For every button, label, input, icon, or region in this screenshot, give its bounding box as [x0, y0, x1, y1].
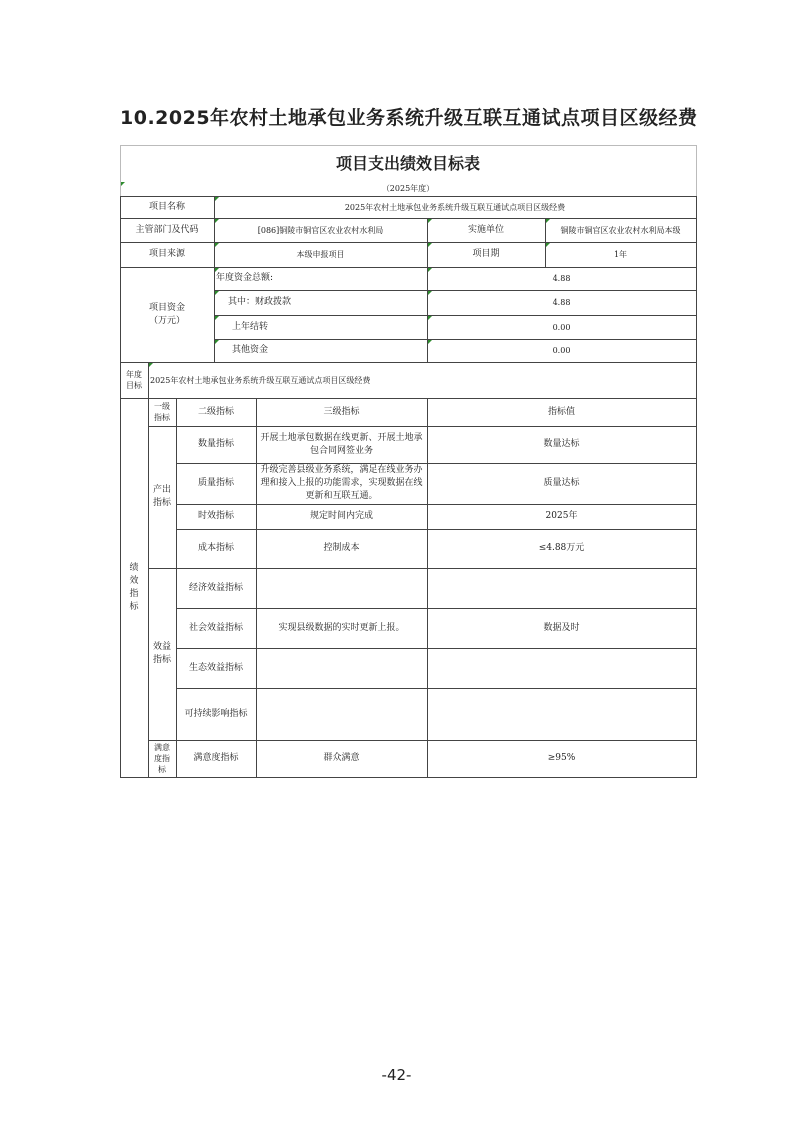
table-year: （2025年度） [381, 184, 435, 193]
value-source: 本级申报项目 [296, 250, 345, 259]
header-lvl1: 一级 指标 [154, 402, 170, 422]
header-lvl3: 三级指标 [323, 406, 360, 417]
benefit-value: 数据及时 [543, 622, 580, 633]
fund-label-fiscal: 其中：财政拨款 [228, 297, 292, 307]
output-lvl3: 开展土地承包数据在线更新、开展土地承包合同网签业务 [260, 432, 423, 456]
benefit-lvl1: 效益 指标 [152, 642, 171, 665]
header-lvl2: 二级指标 [197, 406, 234, 417]
benefit-lvl3 [256, 568, 427, 608]
table-title: 项目支出绩效目标表 [335, 153, 480, 173]
output-value: 数量达标 [543, 439, 580, 449]
label-period: 项目期 [472, 249, 500, 259]
fund-value-carryover: 0.00 [552, 322, 571, 332]
output-value: 2025年 [545, 511, 578, 521]
benefit-lvl3 [256, 688, 427, 740]
output-lvl3: 规定时间内完成 [309, 511, 373, 521]
label-source: 项目来源 [148, 249, 185, 259]
label-project-name: 项目名称 [148, 201, 185, 212]
label-funds: 项目资金 （万元） [148, 302, 185, 326]
fund-value-fiscal: 4.88 [552, 298, 571, 307]
value-annual-goal: 2025年农村土地承包业务系统升级互联互通试点项目区级经费 [150, 375, 371, 385]
value-period: 1年 [613, 250, 628, 259]
header-value: 指标值 [547, 406, 575, 417]
fund-value-total: 4.88 [552, 274, 571, 283]
benefit-lvl3: 实现县级数据的实时更新上报。 [278, 622, 405, 633]
output-lvl2: 数量指标 [197, 439, 234, 449]
output-lvl2: 时效指标 [197, 511, 234, 521]
benefit-value [427, 648, 696, 688]
benefit-lvl2: 可持续影响指标 [184, 708, 248, 719]
output-lvl2: 成本指标 [197, 543, 234, 553]
label-performance: 绩 效 指 标 [129, 562, 139, 612]
fund-label-carryover: 上年结转 [232, 321, 269, 332]
value-project-name: 2025年农村土地承包业务系统升级互联互通试点项目区级经费 [344, 202, 566, 212]
output-value: ≤4.88万元 [538, 543, 585, 553]
benefit-value [427, 688, 696, 740]
benefit-lvl2: 社会效益指标 [188, 622, 243, 633]
output-lvl2: 质量指标 [197, 478, 234, 488]
benefit-lvl2: 生态效益指标 [188, 662, 243, 673]
document-heading: 10.2025年农村土地承包业务系统升级互联互通试点项目区级经费 [120, 107, 698, 129]
label-annual-goal: 年度 目标 [126, 370, 142, 390]
label-department: 主管部门及代码 [135, 224, 199, 235]
output-lvl3: 升级完善县级业务系统，满足在线业务办理和接入上报的功能需求，实现数据在线更新和互联互通。 [260, 465, 423, 501]
satisfaction-lvl3: 群众满意 [323, 753, 360, 763]
page-number: -42- [381, 1066, 412, 1084]
output-lvl1: 产出 指标 [152, 485, 171, 508]
fund-value-other: 0.00 [552, 346, 571, 355]
label-impl-unit: 实施单位 [467, 224, 504, 235]
benefit-lvl3 [256, 648, 427, 688]
fund-label-other: 其他资金 [232, 345, 269, 355]
value-department: [086]铜陵市铜官区农业农村水利局 [257, 225, 384, 235]
output-value: 质量达标 [543, 478, 580, 488]
satisfaction-lvl1: 满意 度指 标 [154, 743, 170, 774]
fund-label-total: 年度资金总额: [216, 273, 274, 283]
benefit-lvl2: 经济效益指标 [188, 582, 243, 593]
value-impl-unit: 铜陵市铜官区农业农村水利局本级 [560, 225, 681, 235]
output-lvl3: 控制成本 [323, 543, 360, 553]
satisfaction-value: ≥95% [547, 753, 576, 763]
benefit-value [427, 568, 696, 608]
satisfaction-lvl2: 满意度指标 [193, 753, 239, 763]
